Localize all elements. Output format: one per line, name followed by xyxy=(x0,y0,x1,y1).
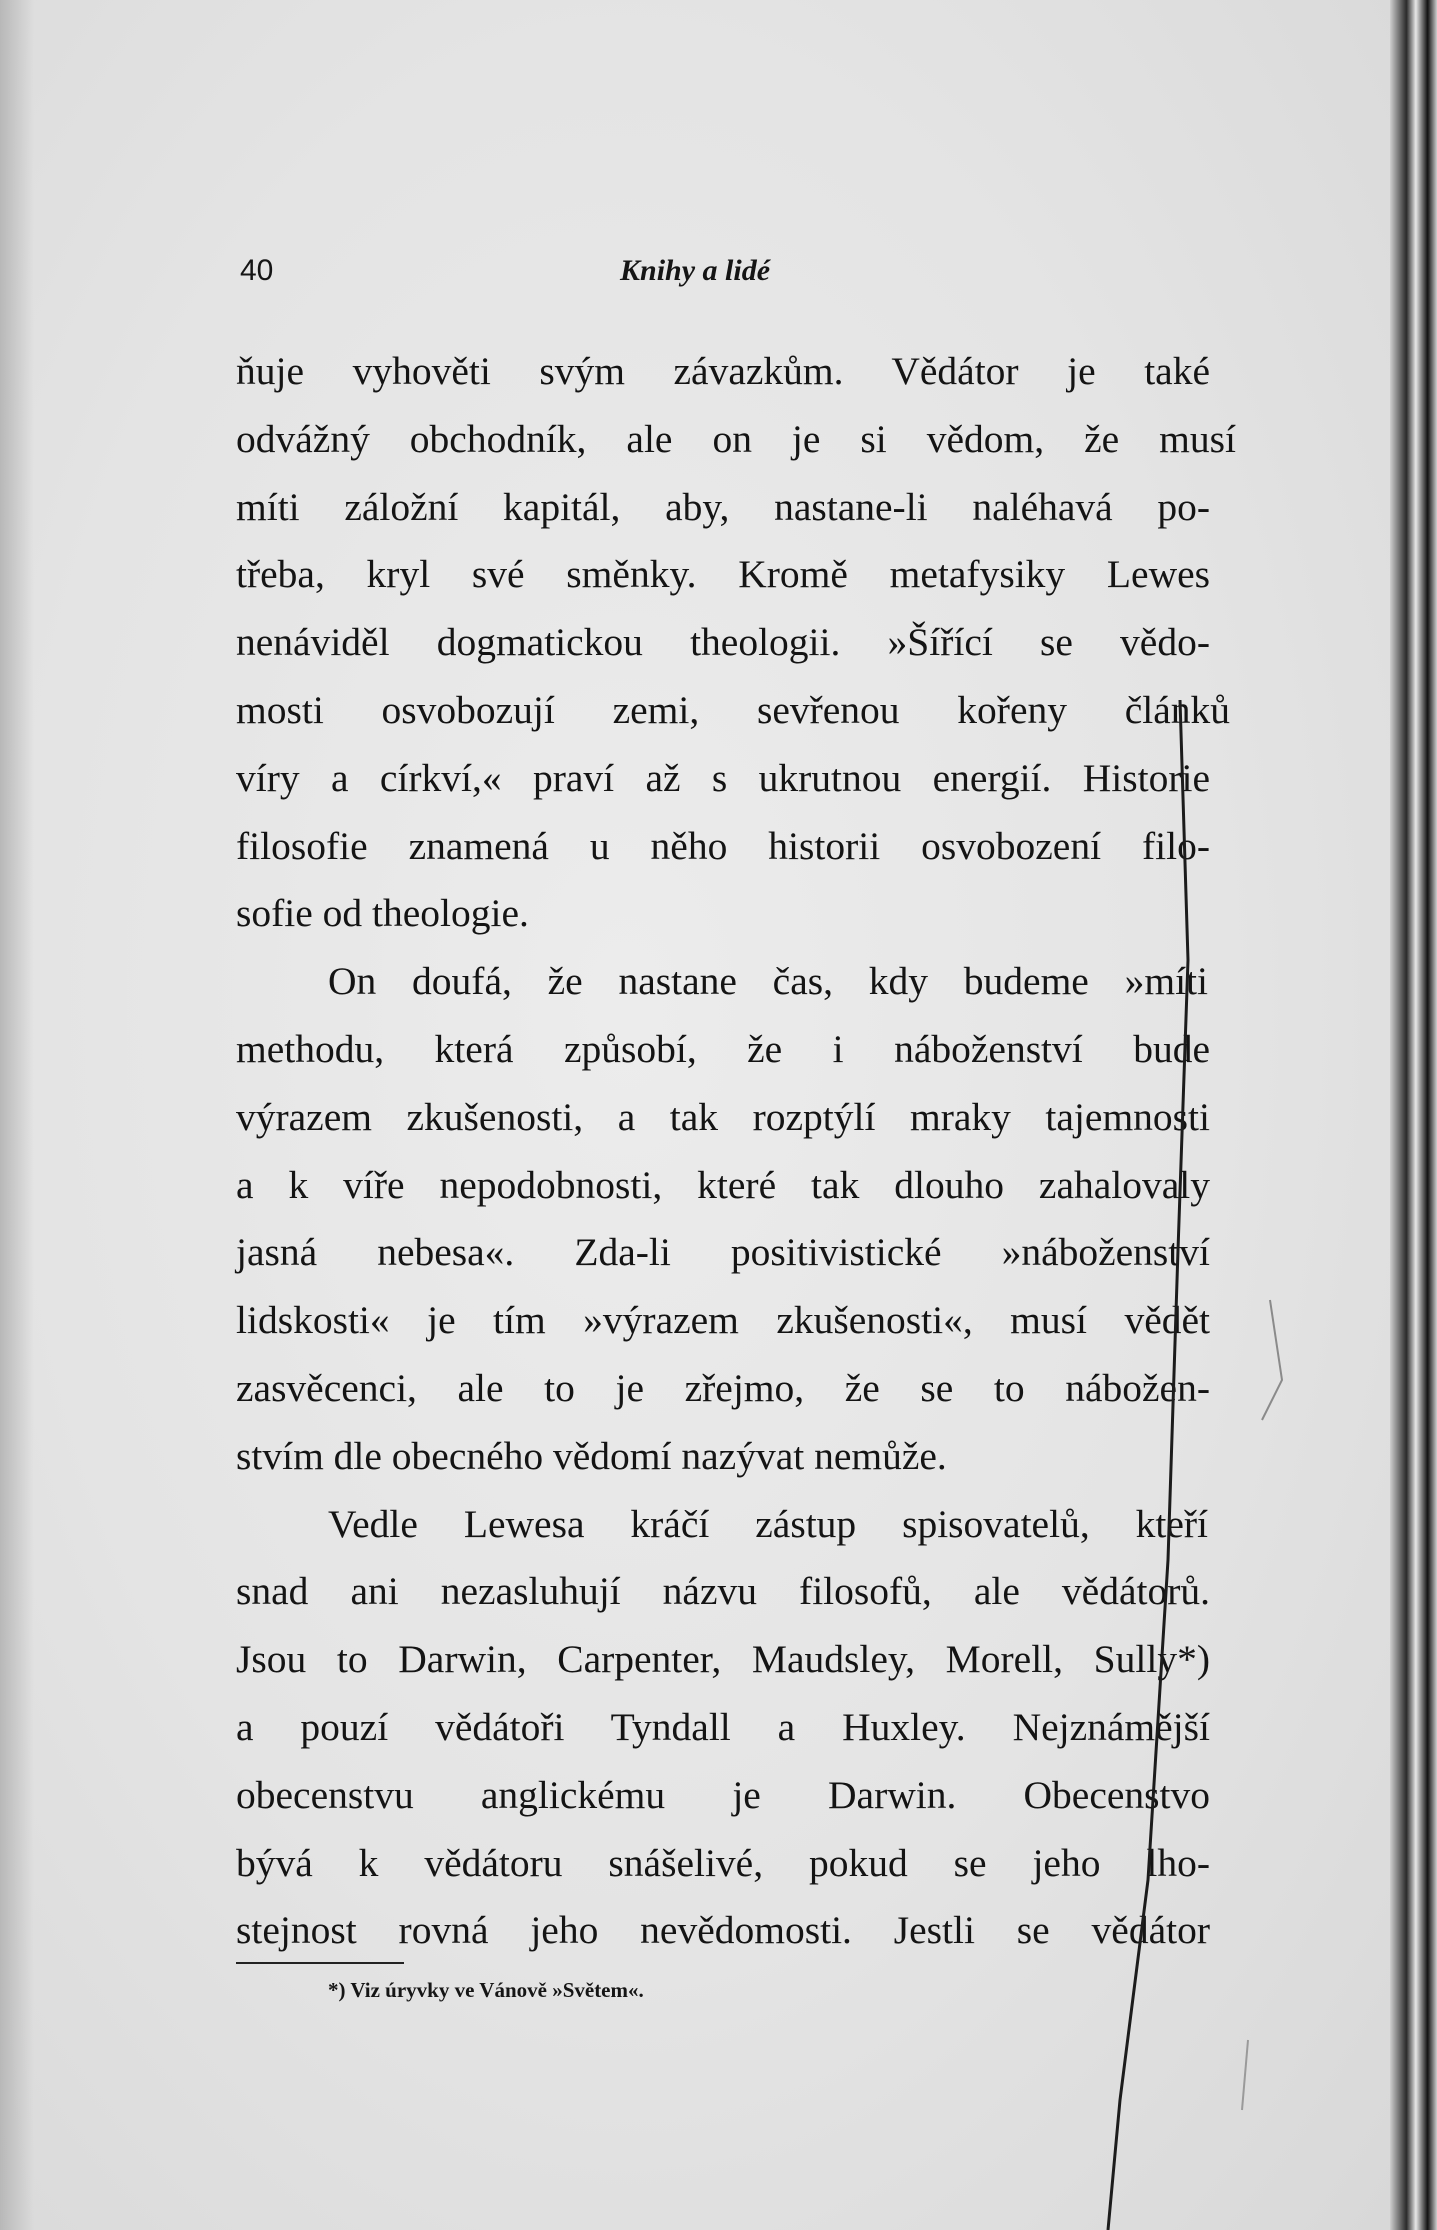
text-line: filosofie znamená u něho historii osvobození filo- xyxy=(236,823,1210,868)
text-line: mosti osvobozují zemi, sevřenou kořeny článků xyxy=(236,687,1230,732)
text-line: On doufá, že nastane čas, kdy budeme »míti xyxy=(328,959,1208,1004)
text-line: a pouzí vědátoři Tyndall a Huxley. Nejznámější xyxy=(236,1704,1210,1749)
text-line: sofie od theologie. xyxy=(236,891,529,936)
body-text xyxy=(236,338,1236,1965)
text-line: nenáviděl dogmatickou theologii. »Šířící se vědo- xyxy=(236,620,1210,665)
running-title: Knihy a lidé xyxy=(620,254,771,287)
text-line: stejnost rovná jeho nevědomosti. Jestli se vědátor xyxy=(236,1908,1210,1953)
text-line: výrazem zkušenosti, a tak rozptýlí mraky tajemnosti xyxy=(236,1094,1210,1139)
text-line: lidskosti« je tím »výrazem zkušenosti«, musí vědět xyxy=(236,1298,1210,1343)
text-line: obecenstvu anglickému je Darwin. Obecenstvo xyxy=(236,1772,1210,1817)
text-line: zasvěcenci, ale to je zřejmo, že se to nábožen- xyxy=(236,1365,1210,1410)
text-line: víry a církví,« praví až s ukrutnou energií. Historie xyxy=(236,755,1210,800)
text-line: jasná nebesa«. Zda-li positivistické »náboženství xyxy=(236,1230,1210,1275)
text-line: třeba, kryl své směnky. Kromě metafysiky Lewes xyxy=(236,552,1210,597)
text-line: a k víře nepodobnosti, které tak dlouho zahalovaly xyxy=(236,1162,1210,1207)
text-line: Vedle Lewesa kráčí zástup spisovatelů, kteří xyxy=(328,1501,1208,1546)
text-line: methodu, která způsobí, že i náboženství bude xyxy=(236,1026,1210,1071)
text-line: snad ani nezasluhují názvu filosofů, ale vědátorů. xyxy=(236,1569,1210,1614)
text-line: bývá k vědátoru snášelivé, pokud se jeho lho- xyxy=(236,1840,1210,1885)
text-line: ňuje vyhověti svým závazkům. Vědátor je také xyxy=(236,349,1210,393)
footnote-rule xyxy=(236,1962,404,1964)
text-line: stvím dle obecného vědomí nazývat nemůže. xyxy=(236,1433,947,1478)
page-header xyxy=(240,254,890,294)
text-line: odvážný obchodník, ale on je si vědom, že musí xyxy=(236,416,1236,461)
page-number: 40 xyxy=(240,254,274,287)
text-line: míti záložní kapitál, aby, nastane-li naléhavá po- xyxy=(236,484,1210,529)
footnote: *) Viz úryvky ve Vánově »Světem«. xyxy=(328,1978,644,2002)
page-right-edge xyxy=(1390,0,1437,2230)
page-left-shadow xyxy=(0,0,34,2230)
text-line: Jsou to Darwin, Carpenter, Maudsley, Morell, Sully*) xyxy=(236,1637,1210,1682)
